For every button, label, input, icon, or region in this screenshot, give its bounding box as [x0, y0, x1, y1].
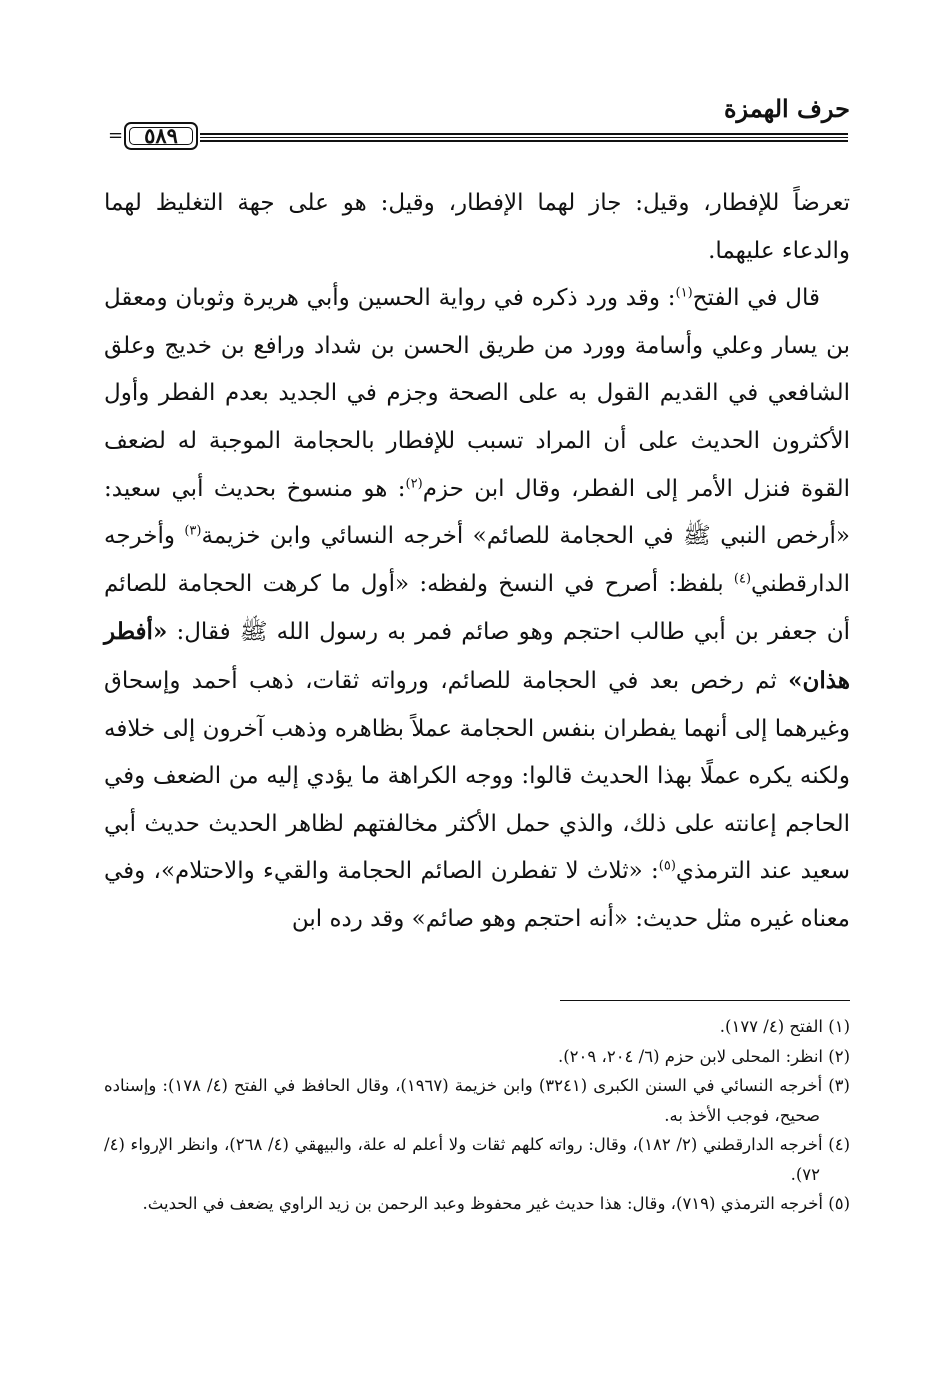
page-number: ٥٨٩ [124, 122, 198, 150]
paragraph-1: تعرضاً للإفطار، وقيل: جاز لهما الإفطار، وقيل: هو على جهة التغليظ لهما والدعاء عليهما. [104, 190, 850, 264]
footnote-ref-2[interactable]: (٢) [405, 475, 423, 491]
hadith-bold-quote: «أفطر هذان» [104, 618, 850, 694]
paragraph-2-part-b: : وقد ورد ذكره في رواية الحسين وأبي هريرة وثوبان ومعقل بن يسار وعلي وأسامة وورد من طريق الحسن بن شداد ورافع بن خديج وعلق الشافعي في القديم القول به على الصحة وجزم في الجديد بعدم الفطر وأول الأكثرون الحديث على أن المراد تسبب للإفطار بالحجامة الموجبة له لضعف القوة فنزل الأمر إلى الفطر، وقال ابن حزم [104, 285, 850, 502]
footnotes [104, 1012, 850, 1219]
paragraph-2-part-g: : «ثلاث لا تفطرن الصائم الحجامة والقيء والاحتلام»، وفي معناه غيره مثل حديث: «أنه احتجم وهو صائم» وقد رده ابن [104, 858, 850, 932]
footnote-4: (٤) أخرجه الدارقطني (٢/ ١٨٢)، وقال: رواته كلهم ثقات ولا أعلم له علة، والبيهقي (٤/ ٢٦٨)، وانظر الإرواء (٤/ ٧٢). [104, 1135, 850, 1184]
running-title: حرف الهمزة [723, 94, 850, 123]
footnote-ref-5[interactable]: (٥) [658, 858, 676, 874]
footnote-ref-1[interactable]: (١) [675, 285, 693, 301]
paragraph-2-part-a: قال في الفتح [692, 285, 820, 312]
paragraph-2 [104, 275, 850, 943]
main-text [104, 180, 850, 944]
footnote-ref-3[interactable]: (٣) [184, 523, 202, 539]
footnote-1: (١) الفتح (٤/ ١٧٧). [719, 1017, 850, 1036]
header-double-line [200, 133, 848, 142]
footnote-5: (٥) أخرجه الترمذي (٧١٩)، وقال: هذا حديث غير محفوظ وعبد الرحمن بن زيد الراوي يضعف في الحديث. [142, 1194, 850, 1213]
footnote-separator [560, 1000, 850, 1001]
footnote-2: (٢) انظر: المحلى لابن حزم (٦/ ٢٠٤، ٢٠٩). [557, 1046, 850, 1066]
header-eq-mark: = [108, 125, 124, 146]
paragraph-2-part-c: : هو منسوخ بحديث أبي سعيد: «أرخص النبي ﷺ في الحجامة للصائم» أخرجه النسائي وابن خزيمة [104, 475, 850, 550]
header-rule [108, 123, 848, 148]
paragraph-2-part-e: بلفظ: أصرح في النسخ ولفظه: «أول ما كرهت الحجامة للصائم أن جعفر بن أبي طالب احتجم وهو صائم فمر به رسول الله ﷺ فقال: [104, 570, 850, 646]
footnote-ref-4[interactable]: (٤) [733, 571, 752, 587]
paragraph-2-part-f: ثم رخص بعد في الحجامة للصائم، ورواته ثقات، ذهب أحمد وإسحاق وغيرهما إلى أنهما يفطران بنفس الحجامة عملاً بظاهره وذهب آخرون إلى خلافه ولكنه يكره عملًا بهذا الحديث قالوا: ووجه الكراهة ما يؤدي إليه من الضعف وفي الحاجم إعانته على ذلك، والذي حمل الأكثر مخالفتهم لظاهر الحديث حديث أبي سعيد عند الترمذي [104, 667, 850, 885]
paragraph-2-part-d: وأخرجه الدارقطني [104, 523, 850, 597]
footnote-3: (٣) أخرجه النسائي في السنن الكبرى (٣٢٤١) وابن خزيمة (١٩٦٧)، وقال الحافظ في الفتح (٤/ ١٧٨): وإسناده صحيح، فوجب الأخذ به. [104, 1076, 850, 1125]
